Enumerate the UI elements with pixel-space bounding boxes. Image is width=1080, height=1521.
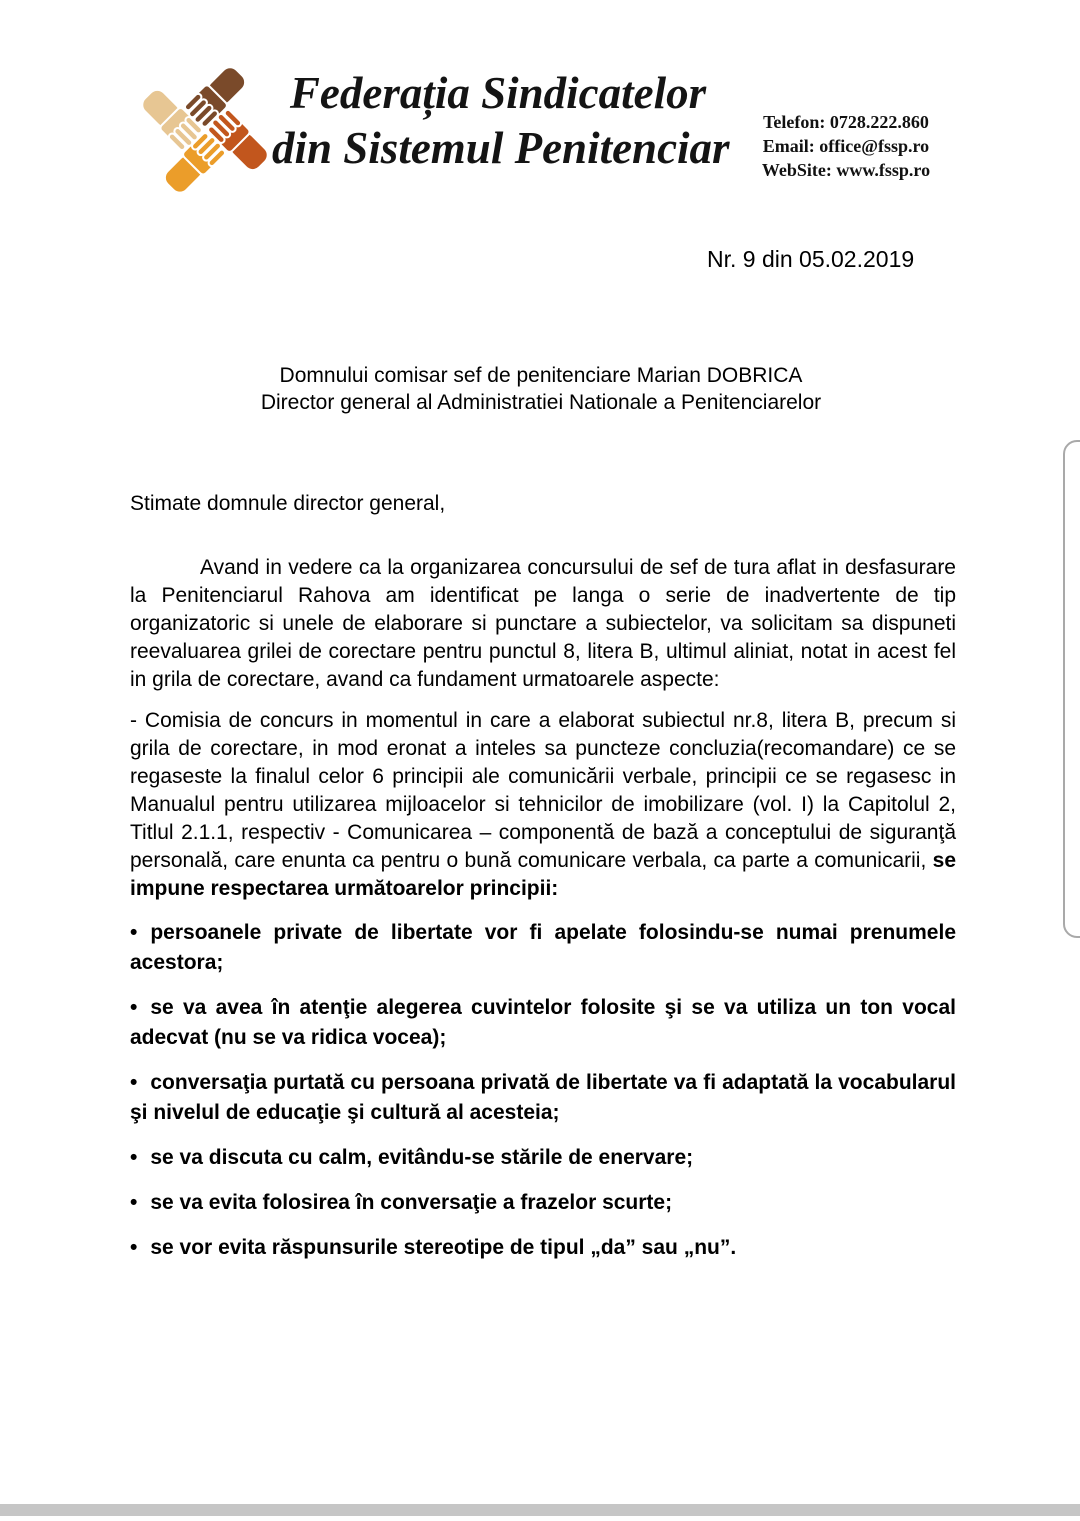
document-number: Nr. 9 din 05.02.2019	[707, 246, 915, 272]
bullet-marker: •	[130, 921, 138, 944]
bullet-marker: •	[130, 1236, 138, 1259]
bullet-item-2	[130, 993, 956, 1053]
contact-telefon: Telefon: 0728.222.860	[763, 112, 929, 132]
letter-body	[130, 490, 956, 1263]
bullet-marker: •	[130, 1146, 138, 1169]
bullet-text: se vor evita răspunsurile stereotipe de tipul „da” sau „nu”.	[150, 1236, 737, 1259]
addressee-line2: Director general al Administratiei Nationale a Penitenciarelor	[260, 391, 822, 414]
paragraph-2	[130, 707, 956, 903]
org-title-line1: Federația Sindicatelor	[289, 68, 707, 118]
org-title	[272, 66, 730, 176]
bullet-text: persoanele private de libertate vor fi apelate folosindu-se numai prenumele acestora;	[130, 921, 956, 974]
addressee-line1: Domnului comisar sef de penitenciare Marian DOBRICA	[279, 364, 803, 387]
paragraph-2-bold: se impune respectarea următoarelor principii:	[130, 849, 956, 900]
bullet-marker: •	[130, 996, 138, 1019]
bullet-marker: •	[130, 1191, 138, 1214]
bullet-item-4	[130, 1143, 956, 1173]
salutation: Stimate domnule director general,	[130, 492, 446, 515]
paragraph-2-normal: - Comisia de concurs in momentul in care a elaborat subiectul nr.8, litera B, precum si grila de corectare, in mod eronat a inteles sa puncteze concluzia(recomandare) ce se regaseste la finalul celor 6 principii ale comunicării verbale, principii ce se regasesc in Manualul pentru utilizarea mijloacelor si tehnicilor de imobilizare (vol. I) la Capitolul 2, Titlul 2.1.1, respectiv - Comunicarea – componentă de bază a conceptului de siguranţă personală, care enunta ca pentru o bună comunicare verbala, ca parte a comunicarii,	[130, 709, 956, 872]
bullet-marker: •	[130, 1071, 138, 1094]
contact-email: Email: office@fssp.ro	[762, 136, 930, 156]
contact-block	[748, 110, 944, 182]
paragraph-1: Avand in vedere ca la organizarea concursului de sef de tura aflat in desfasurare la Penitenciarul Rahova am identificat pe langa o serie de inadvertente de tip organizatoric si unele de elaborare si punctare a subiectelor, va solicitam sa dispuneti reevaluarea grilei de corectare pentru punctul 8, litera B, ultimul aliniat, notat in acest fel in grila de corectare, avand ca fundament urmatoarele aspecte:	[130, 556, 956, 691]
bullet-item-6	[130, 1233, 956, 1263]
bullet-item-3	[130, 1068, 956, 1128]
bullet-item-1	[130, 918, 956, 978]
bullet-text: se va avea în atenţie alegerea cuvintelor folosite şi se va utiliza un ton vocal adecvat (nu se va ridica vocea);	[130, 996, 956, 1049]
bullet-text: se va evita folosirea în conversaţie a frazelor scurte;	[150, 1191, 673, 1214]
bottom-bar	[0, 1504, 1080, 1516]
addressee-block	[128, 362, 954, 416]
bullet-text: conversaţia purtată cu persoana privată de libertate va fi adaptată la vocabularul şi nivelul de educaţie şi cultură al acesteia;	[130, 1071, 956, 1124]
bullet-text: se va discuta cu calm, evitându-se stările de enervare;	[150, 1146, 694, 1169]
scroll-indicator[interactable]	[1063, 440, 1080, 938]
hands-logo-icon	[143, 58, 267, 206]
contact-website: WebSite: www.fssp.ro	[761, 160, 931, 180]
org-title-line2: din Sistemul Penitenciar	[272, 123, 730, 173]
bullet-item-5	[130, 1188, 956, 1218]
